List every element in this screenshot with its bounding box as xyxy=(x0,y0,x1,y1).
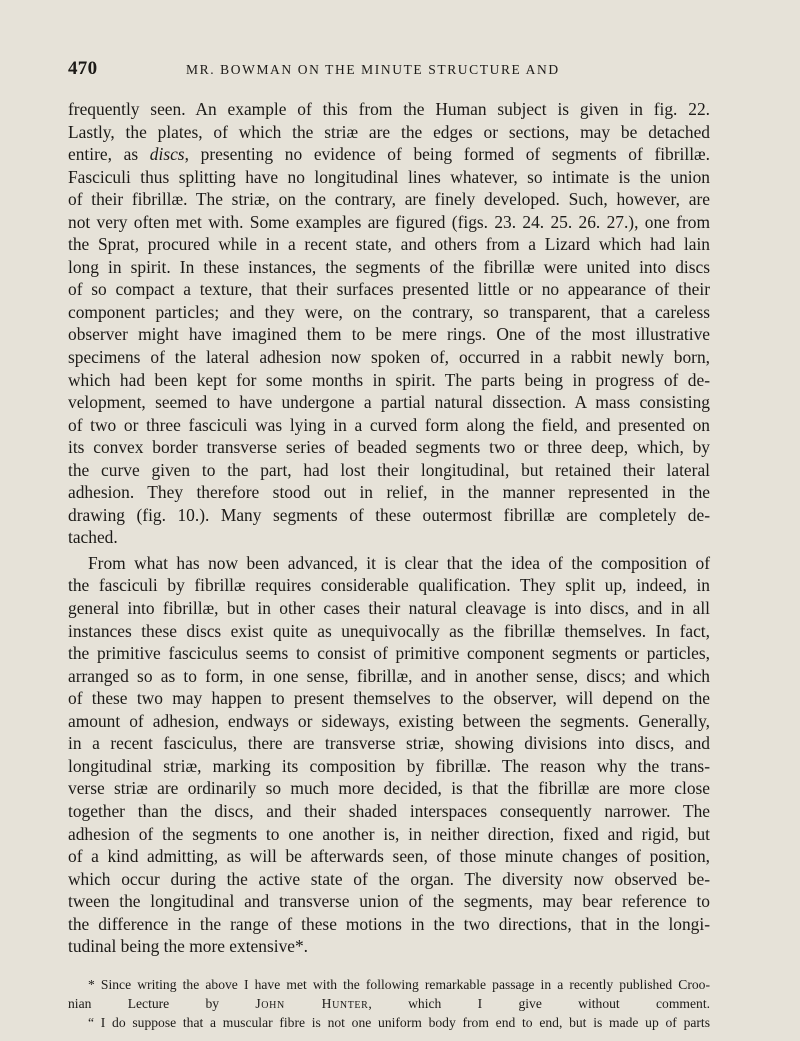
text-line: long in spirit. In these instances, the segments of the fibrillæ were united into discs xyxy=(68,256,710,277)
text-line: instances these discs exist quite as unequivocally as the fibrillæ themselves. In fact, xyxy=(68,620,710,641)
text-line: which occur during the active state of the organ. The diversity now observed be- xyxy=(68,868,710,889)
body-text xyxy=(68,98,710,958)
text-line: frequently seen. An example of this from the Human subject is given in fig. 22. xyxy=(68,99,710,119)
footnote-line: * Since writing the above I have met with the following remarkable passage in a recently published Croo- xyxy=(88,976,710,992)
text-line: together than the discs, and their shaded interspaces consequently narrower. The xyxy=(68,800,710,821)
footnotes xyxy=(68,975,710,1032)
text-line xyxy=(68,143,710,166)
text-fragment: nian Lecture by xyxy=(68,995,256,1011)
text-line: which had been kept for some months in spirit. The parts being in progress of de- xyxy=(68,369,710,390)
text-line: Lastly, the plates, of which the striæ are the edges or sections, may be detached xyxy=(68,121,710,142)
text-line: amount of adhesion, endways or sideways, existing between the segments. Generally, xyxy=(68,710,710,731)
paragraph-2 xyxy=(68,552,710,958)
text-line: tudinal being the more extensive*. xyxy=(68,936,309,957)
running-title: MR. BOWMAN ON THE MINUTE STRUCTURE AND xyxy=(186,62,560,77)
text-line: component particles; and they were, on the contrary, so transparent, that a careless xyxy=(68,301,710,322)
paragraph-1 xyxy=(68,98,710,549)
text-line: tached. xyxy=(68,527,118,548)
text-line: the primitive fasciculus seems to consist of primitive component segments or particles, xyxy=(68,643,710,664)
text-line: its convex border transverse series of beaded segments two or three deep, which, by xyxy=(68,437,710,458)
text-line: verse striæ are ordinarily so much more decided, is that the fibrillæ are more close xyxy=(68,778,710,799)
text-fragment: , which I give without comment. xyxy=(368,995,710,1011)
text-line: Fasciculi thus splitting have no longitudinal lines whatever, so intimate is the union xyxy=(68,166,710,187)
italic-term-discs: discs xyxy=(149,144,185,165)
text-line: general into fibrillæ, but in other cases their natural cleavage is into discs, and in all xyxy=(68,598,710,619)
text-line: of these two may happen to present themselves to the observer, will depend on the xyxy=(68,688,710,709)
author-name: John Hunter xyxy=(255,995,369,1011)
text-line: the Sprat, procured while in a recent state, and others from a Lizard which had lain xyxy=(68,234,710,255)
page-number: 470 xyxy=(68,58,98,79)
running-head xyxy=(68,58,710,84)
footnote-line xyxy=(68,994,710,1013)
text-line: of their fibrillæ. The striæ, on the contrary, are finely developed. Such, however, are xyxy=(68,189,710,210)
text-line: of so compact a texture, that their surfaces presented little or no appearance of their xyxy=(68,279,710,300)
text-line: the difference in the range of these motions in the two directions, that in the longi- xyxy=(68,913,710,934)
text-line: of a kind admitting, as will be afterwards seen, of those minute changes of position, xyxy=(68,846,710,867)
text-line: not very often met with. Some examples are figured (figs. 23. 24. 25. 26. 27.), one from xyxy=(68,211,710,232)
text-fragment: entire, as xyxy=(68,144,150,165)
text-line: the fasciculi by fibrillæ requires considerable qualification. They split up, indeed, in xyxy=(68,575,710,596)
text-line: the curve given to the part, had lost their longitudinal, but retained their lateral xyxy=(68,459,710,480)
text-line: velopment, seemed to have undergone a partial natural dissection. A mass consisting xyxy=(68,392,710,413)
text-line: of two or three fasciculi was lying in a curved form along the field, and presented on xyxy=(68,414,710,435)
text-line: adhesion of the segments to one another is, in neither direction, fixed and rigid, but xyxy=(68,823,710,844)
text-line: tween the longitudinal and transverse union of the segments, may bear reference to xyxy=(68,891,710,912)
text-fragment: , presenting no evidence of being formed of segments of fibrillæ. xyxy=(184,144,710,165)
text-line: in a recent fasciculus, there are transverse striæ, showing divisions into discs, and xyxy=(68,733,710,754)
text-line: specimens of the lateral adhesion now spoken of, occurred in a rabbit newly born, xyxy=(68,347,710,368)
footnote-line: “ I do suppose that a muscular fibre is not one uniform body from end to end, but is made up of parts xyxy=(88,1014,710,1030)
text-line: drawing (fig. 10.). Many segments of these outermost fibrillæ are completely de- xyxy=(68,504,710,525)
text-line: observer might have imagined them to be mere rings. One of the most illustrative xyxy=(68,324,710,345)
text-line: arranged so as to form, in one sense, fibrillæ, and in another sense, discs; and which xyxy=(68,665,710,686)
text-line: adhesion. They therefore stood out in relief, in the manner represented in the xyxy=(68,482,710,503)
text-line: longitudinal striæ, marking its composition by fibrillæ. The reason why the trans- xyxy=(68,755,710,776)
text-line: From what has now been advanced, it is clear that the idea of the composition of xyxy=(88,552,710,573)
